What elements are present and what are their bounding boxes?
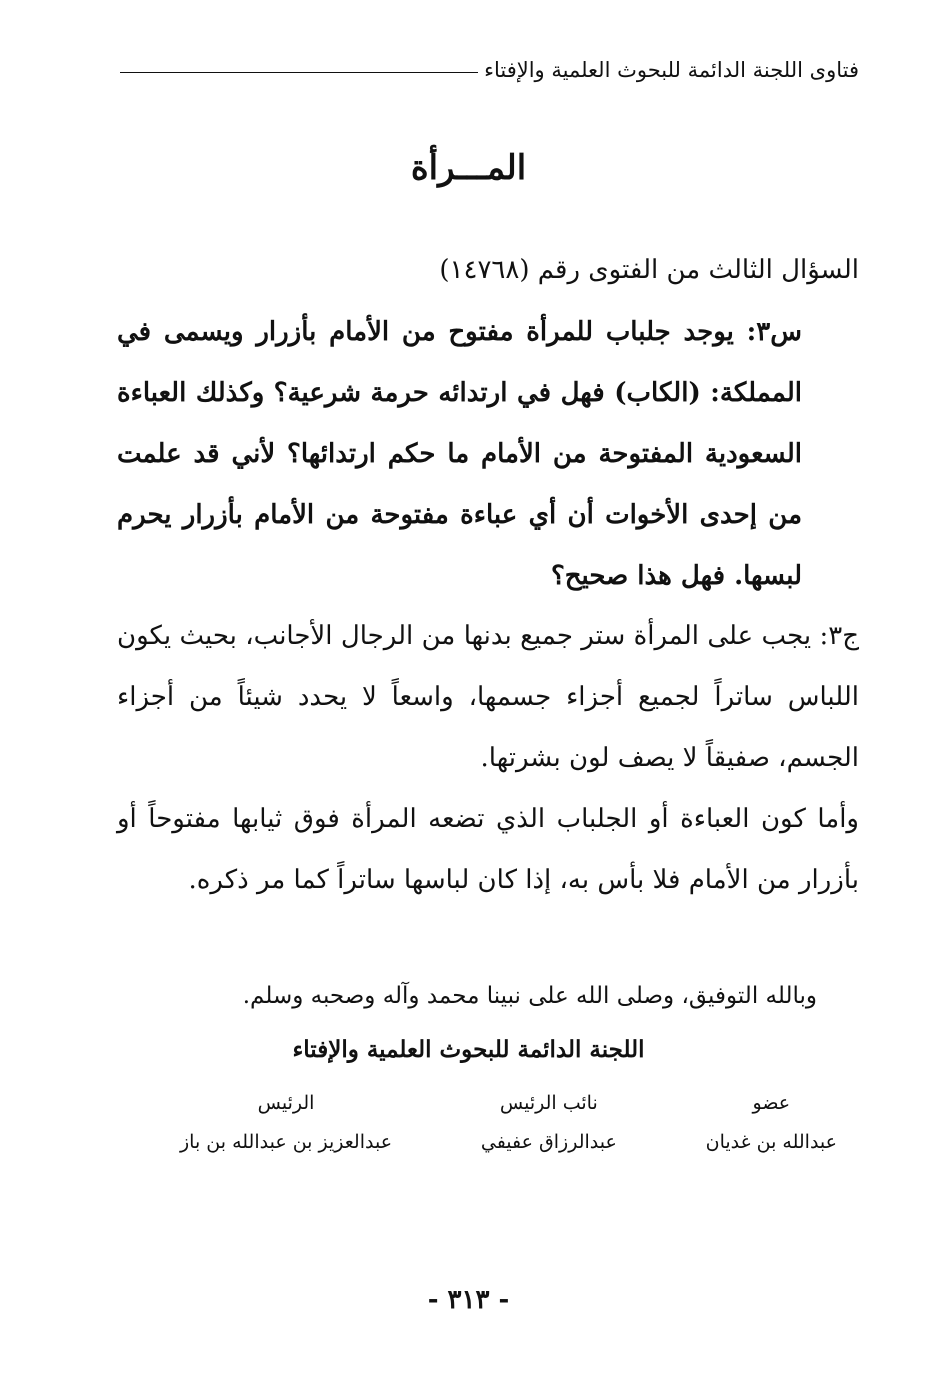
signatory-president	[180, 1088, 392, 1162]
running-title: فتاوى اللجنة الدائمة للبحوث العلمية والإفتاء	[484, 58, 859, 82]
signatory-role: الرئيس	[257, 1092, 315, 1114]
signatory-role: نائب الرئيس	[499, 1092, 598, 1114]
question-reference: السؤال الثالث من الفتوى رقم (١٤٧٦٨)	[439, 255, 859, 285]
answer-paragraph-2: وأما كون العباءة أو الجلباب الذي تضعه المرأة فوق ثيابها مفتوحاً أو بأزرار من الأمام فلا بأس به، إذا كان لباسها ساتراً كما مر ذكره.	[117, 804, 859, 895]
signatory-member	[706, 1088, 837, 1162]
header-rule	[120, 72, 478, 73]
signatories	[180, 1088, 837, 1162]
section-title: المـــرأة	[410, 148, 527, 188]
signatory-name: عبدالرزاق عفيفي	[480, 1131, 617, 1153]
question-text: س٣: يوجد جلباب للمرأة مفتوح من الأمام بأزرار ويسمى في المملكة: (الكاب) فهل في ارتدائه حرمة شرعية؟ وكذلك العباءة السعودية المفتوحة من الأمام ما حكم ارتدائها؟ لأني قد علمت من إحدى الأخوات أن أي عباءة مفتوحة من الأمام بأزرار يحرم لبسها. فهل هذا صحيح؟	[117, 317, 802, 591]
signatory-role: عضو	[752, 1092, 791, 1114]
answer	[117, 606, 859, 911]
committee-name: اللجنة الدائمة للبحوث العلمية والإفتاء	[292, 1036, 645, 1063]
signatory-vice-president	[481, 1088, 617, 1162]
closing-formula: وبالله التوفيق، وصلى الله على نبينا محمد وآله وصحبه وسلم.	[242, 983, 817, 1009]
running-header	[120, 58, 859, 82]
signatory-name: عبدالعزيز بن عبدالله بن باز	[180, 1131, 393, 1153]
page-number: - ٣١٣ -	[427, 1285, 510, 1315]
answer-paragraph-1: ج٣: يجب على المرأة ستر جميع بدنها من الرجال الأجانب، بحيث يكون اللباس ساتراً لجميع أجزاء جسمها، واسعاً لا يحدد شيئاً من أجزاء الجسم، صفيقاً لا يصف لون بشرتها.	[117, 621, 859, 773]
signatory-name: عبدالله بن غديان	[705, 1131, 837, 1153]
